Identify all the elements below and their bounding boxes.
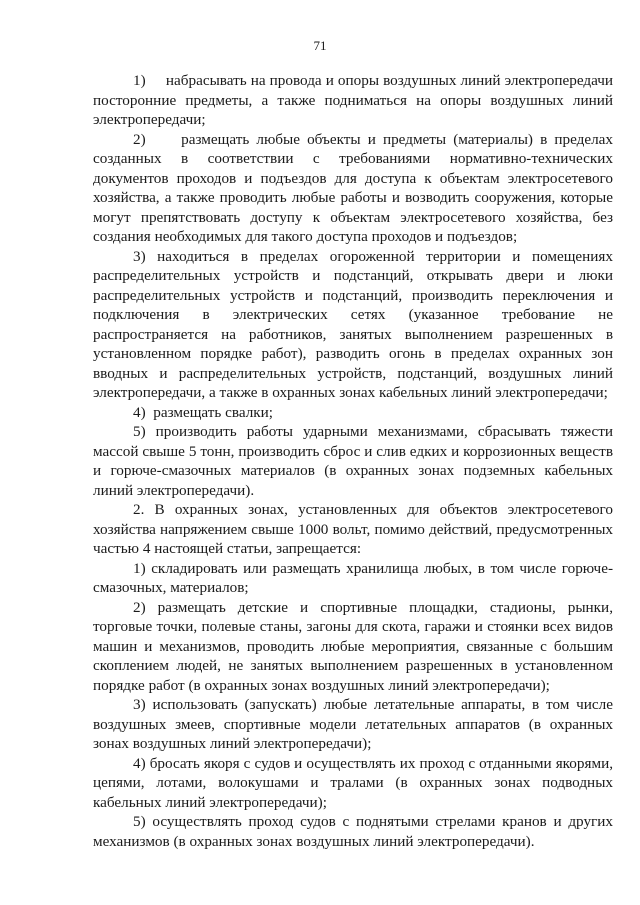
- page-number: 71: [313, 38, 327, 53]
- paragraph-9: 3) использовать (запускать) любые летательные аппараты, в том числе воздушных змеев, спортивные модели летательных аппаратов (в охранных зонах воздушных линий электропередачи);: [93, 696, 613, 752]
- paragraph-1: 1) набрасывать на провода и опоры воздушных линий электропередачи посторонние предметы, а также подниматься на опоры воздушных линий электропередачи;: [93, 72, 613, 128]
- paragraph-8: 2) размещать детские и спортивные площадки, стадионы, рынки, торговые точки, полевые станы, загоны для скота, гаражи и стоянки всех видов машин и механизмов, проводить любые мероприятия, связанные с большим скоплением людей, не занятых выполнением разрешенных в установленном порядке работ (в охранных зонах воздушных линий электропередачи);: [93, 598, 613, 694]
- paragraph-11: 5) осуществлять проход судов с поднятыми стрелами кранов и других механизмов (в охранных зонах воздушных линий электропередачи).: [93, 813, 613, 850]
- paragraph-4: 4) размещать свалки;: [133, 403, 274, 421]
- paragraph-7: 1) складировать или размещать хранилища любых, в том числе горюче-смазочных, материалов;: [93, 559, 613, 596]
- paragraph-3: 3) находиться в пределах огороженной территории и помещениях распределительных устройств и подстанций, открывать двери и люки распределительных устройств и подстанций, производить переключения и подключения в электрических сетях (указанное требование не распространяется на работников, занятых выполнением разрешенных в установленном порядке работ), разводить огонь в пределах охранных зон вводных и распределительных устройств, подстанций, воздушных линий электропередачи, а также в охранных зонах кабельных линий электропередачи;: [93, 247, 613, 401]
- paragraph-6: 2. В охранных зонах, установленных для объектов электросетевого хозяйства напряжением свыше 1000 вольт, помимо действий, предусмотренных частью 4 настоящей статьи, запрещается:: [93, 501, 613, 557]
- paragraph-2: 2) размещать любые объекты и предметы (материалы) в пределах созданных в соответствии с требованиями нормативно-технических документов проходов и подъездов для доступа к объектам электросетевого хозяйства, а также проводить любые работы и возводить сооружения, которые могут препятствовать доступу к объектам электросетевого хозяйства, без создания необходимых для такого доступа проходов и подъездов;: [93, 130, 613, 245]
- paragraph-10: 4) бросать якоря с судов и осуществлять их проход с отданными якорями, цепями, лотами, волокушами и тралами (в охранных зонах подводных кабельных линий электропередачи);: [93, 754, 613, 811]
- document-body: [93, 71, 613, 851]
- paragraph-5: 5) производить работы ударными механизмами, сбрасывать тяжести массой свыше 5 тонн, производить сброс и слив едких и коррозионных веществ и горюче-смазочных материалов (в охранных зонах подземных кабельных линий электропередачи).: [93, 423, 613, 499]
